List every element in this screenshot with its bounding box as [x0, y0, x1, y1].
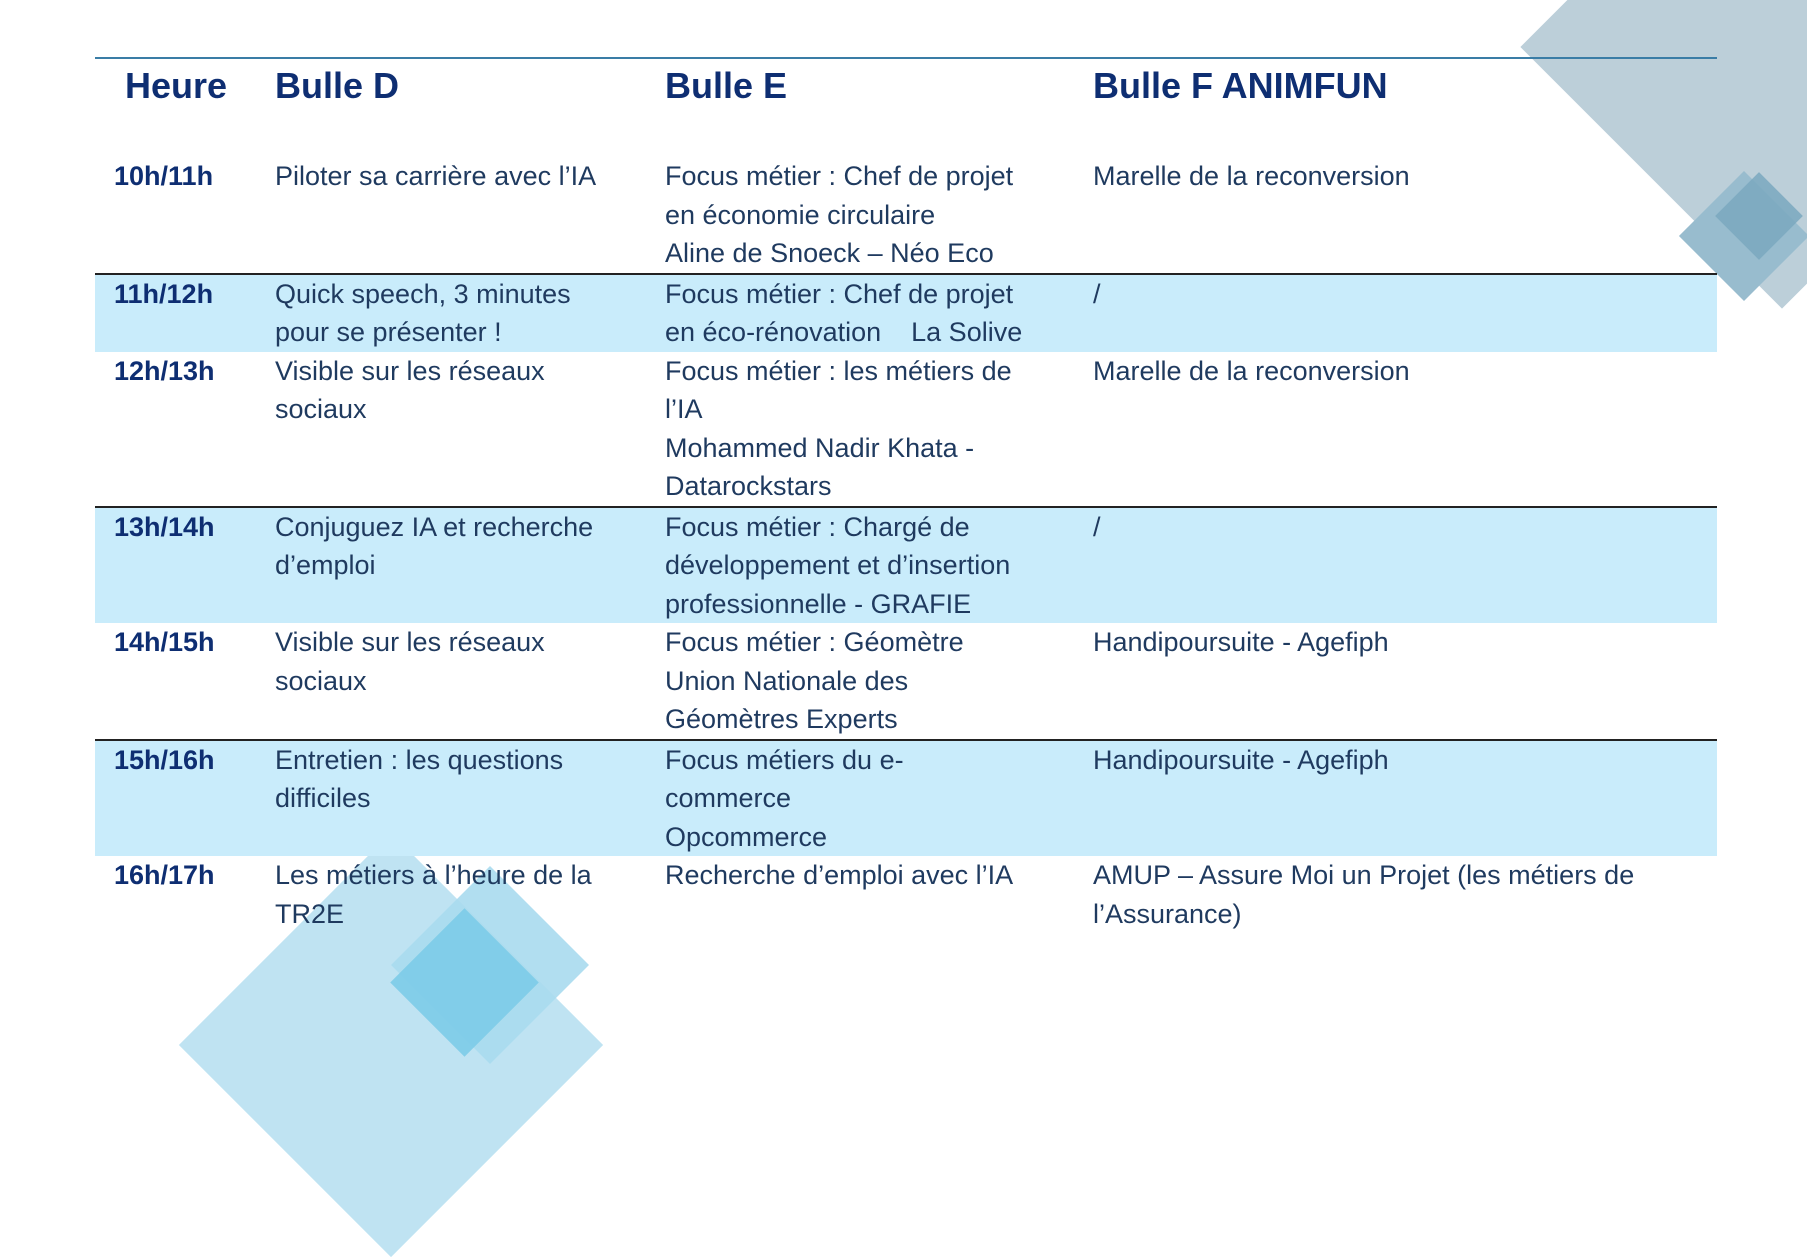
cell-line: Marelle de la reconversion: [1093, 355, 1410, 386]
cell-line: Handipoursuite - Agefiph: [1093, 627, 1389, 657]
bulle-d-cell: [275, 157, 665, 274]
header-row: [95, 59, 1717, 157]
cell-line: pour se présenter !: [275, 317, 502, 347]
time-label: 15h/16h: [114, 744, 215, 775]
bulle-f-cell: [1093, 157, 1717, 274]
cell-line: professionnelle - GRAFIE: [665, 588, 972, 619]
cell-line: Focus métier : Chef de projet: [665, 278, 1014, 309]
cell-line: TR2E: [275, 898, 345, 929]
cell-line: difficiles: [275, 783, 371, 813]
bulle-f-cell: [1093, 507, 1717, 624]
bulle-d-cell: [275, 352, 665, 507]
bulle-d-cell: [275, 623, 665, 740]
time-cell: [95, 274, 275, 352]
cell-line: Focus métiers du e-: [665, 744, 904, 775]
time-cell: [95, 856, 275, 971]
bulle-f-cell: [1093, 623, 1717, 740]
time-cell: [95, 623, 275, 740]
time-label: 13h/14h: [114, 511, 215, 542]
bulle-d-cell: [275, 740, 665, 857]
table-row: [95, 274, 1717, 352]
cell-line: AMUP – Assure Moi un Projet (les métiers de: [1093, 860, 1635, 890]
header-bulle-d: Bulle D: [275, 65, 400, 106]
bulle-f-cell: [1093, 274, 1717, 352]
table-row: [95, 856, 1717, 971]
time-label: 16h/17h: [114, 860, 215, 890]
cell-line: Les métiers à l’heure de la: [275, 860, 592, 890]
cell-line: Piloter sa carrière avec l’IA: [275, 161, 597, 191]
cell-line: l’Assurance): [1093, 898, 1242, 929]
bulle-e-cell: [665, 157, 1093, 274]
cell-line: Conjuguez IA et recherche: [275, 511, 594, 542]
cell-line: Focus métier : Géomètre: [665, 627, 964, 657]
time-cell: [95, 507, 275, 624]
bulle-d-cell: [275, 507, 665, 624]
cell-line: Focus métier : Chef de projet: [665, 161, 1014, 191]
cell-line: Focus métier : les métiers de: [665, 355, 1012, 386]
time-cell: [95, 157, 275, 274]
cell-line: Union Nationale des: [665, 665, 909, 696]
cell-line: développement et d’insertion: [665, 550, 1011, 580]
table-row: [95, 157, 1717, 274]
cell-line: en économie circulaire: [665, 199, 936, 230]
cell-line: Visible sur les réseaux: [275, 627, 545, 657]
cell-line: Mohammed Nadir Khata -: [665, 432, 975, 463]
cell-line: commerce: [665, 783, 792, 813]
bulle-d-cell: [275, 274, 665, 352]
header-heure: Heure: [125, 65, 228, 106]
bulle-e-cell: [665, 352, 1093, 507]
cell-line: Handipoursuite - Agefiph: [1093, 744, 1389, 775]
table-row: [95, 740, 1717, 857]
cell-line: sociaux: [275, 394, 367, 424]
cell-line: d’emploi: [275, 550, 376, 580]
time-label: 12h/13h: [114, 355, 215, 386]
bulle-e-cell: [665, 623, 1093, 740]
header-bulle-f: Bulle F ANIMFUN: [1093, 65, 1388, 106]
cell-line: Recherche d’emploi avec l’IA: [665, 860, 1014, 890]
schedule-table: [95, 59, 1717, 971]
header-bulle-e: Bulle E: [665, 65, 788, 106]
bulle-e-cell: [665, 856, 1093, 971]
table-row: [95, 352, 1717, 507]
cell-line: Quick speech, 3 minutes: [275, 278, 571, 309]
table-row: [95, 623, 1717, 740]
cell-line: en éco-rénovation La Solive: [665, 317, 1023, 347]
bulle-e-cell: [665, 740, 1093, 857]
cell-line: l’IA: [665, 394, 703, 424]
bulle-f-cell: [1093, 352, 1717, 507]
bulle-f-cell: [1093, 740, 1717, 857]
cell-line: Marelle de la reconversion: [1093, 161, 1410, 191]
cell-line: Entretien : les questions: [275, 744, 564, 775]
bulle-d-cell: [275, 856, 665, 971]
time-label: 11h/12h: [114, 278, 214, 309]
cell-line: /: [1093, 511, 1101, 542]
bulle-e-cell: [665, 274, 1093, 352]
cell-line: /: [1093, 278, 1101, 309]
cell-line: Géomètres Experts: [665, 704, 898, 734]
time-cell: [95, 740, 275, 857]
bulle-e-cell: [665, 507, 1093, 624]
cell-line: Visible sur les réseaux: [275, 355, 545, 386]
cell-line: Aline de Snoeck – Néo Eco: [665, 238, 994, 268]
bulle-f-cell: [1093, 856, 1717, 971]
cell-line: sociaux: [275, 665, 367, 696]
table-row: [95, 507, 1717, 624]
time-label: 14h/15h: [114, 627, 215, 657]
time-cell: [95, 352, 275, 507]
cell-line: Datarockstars: [665, 471, 832, 501]
time-label: 10h/11h: [114, 161, 214, 191]
cell-line: Focus métier : Chargé de: [665, 511, 970, 542]
cell-line: Opcommerce: [665, 821, 828, 852]
